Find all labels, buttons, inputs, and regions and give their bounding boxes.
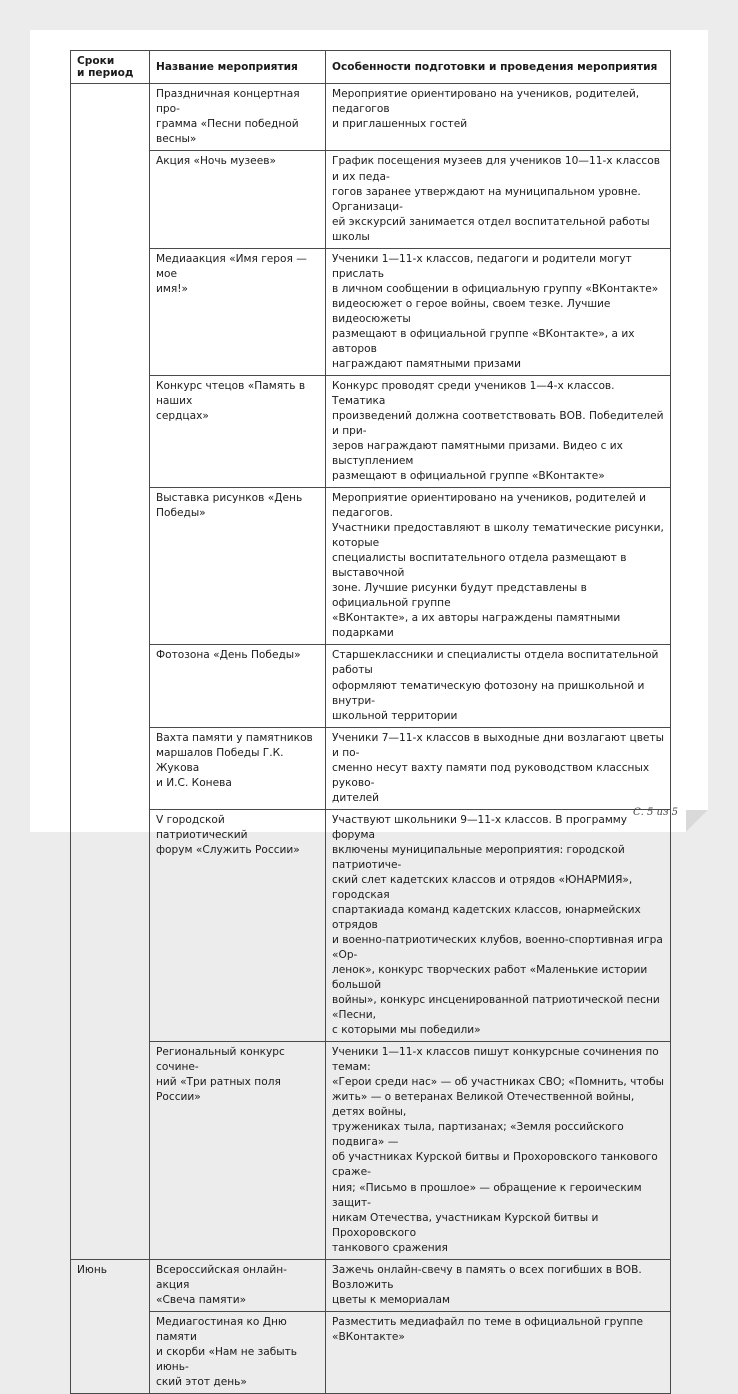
header-event: Название мероприятия: [150, 51, 326, 84]
period-cell: [71, 84, 150, 151]
period-cell: [71, 727, 150, 809]
event-cell: Фотозона «День Победы»: [150, 645, 326, 727]
period-cell: Июнь: [71, 1259, 150, 1311]
document-page: [30, 30, 708, 1388]
period-cell: [71, 645, 150, 727]
details-cell: График посещения музеев для учеников 10—11-х классов и их педа- гогов заранее утверждают на муниципальном уровне. Организаци- ей экскурсий занимается отдел воспитательной работы школы: [326, 151, 671, 248]
period-cell: [71, 809, 150, 1041]
period-cell: [71, 375, 150, 487]
details-cell: Ученики 1—11-х классов, педагоги и родители могут прислать в личном сообщении в официальную группу «ВКонтакте» видеосюжет о герое войны, своем тезке. Лучшие видеосюжеты размещают в официальной группе «ВКонтакте», а их авторов награждают памятными призами: [326, 248, 671, 375]
period-cell: [71, 248, 150, 375]
details-cell: Мероприятие ориентировано на учеников, родителей и педагогов. Участники предоставляют в школу тематические рисунки, которые специалисты воспитательного отдела размещают в выставочной зоне. Лучшие рисунки будут представлены в официальной группе «ВКонтакте», а их авторы награждены памятными подарками: [326, 488, 671, 645]
event-cell: Медиаакция «Имя героя — мое имя!»: [150, 248, 326, 375]
header-period: Сроки и период: [71, 51, 150, 84]
period-cell: [71, 1042, 150, 1259]
period-cell: [71, 1311, 150, 1393]
table-row: [71, 1259, 671, 1311]
details-cell: Ученики 7—11-х классов в выходные дни возлагают цветы и по- сменно несут вахту памяти под руководством классных руково- дителей: [326, 727, 671, 809]
event-cell: Праздничная концертная про- грамма «Песни победной весны»: [150, 84, 326, 151]
event-cell: Акция «Ночь музеев»: [150, 151, 326, 248]
details-cell: Разместить медиафайл по теме в официальной группе «ВКонтакте»: [326, 1311, 671, 1393]
header-details: Особенности подготовки и проведения мероприятия: [326, 51, 671, 84]
table-row: [71, 1311, 671, 1393]
details-cell: Мероприятие ориентировано на учеников, родителей, педагогов и приглашенных гостей: [326, 84, 671, 151]
details-cell: Зажечь онлайн-свечу в память о всех погибших в ВОВ. Возложить цветы к мемориалам: [326, 1259, 671, 1311]
table-row: [71, 488, 671, 645]
table-row: [71, 84, 671, 151]
period-cell: [71, 488, 150, 645]
event-cell: Выставка рисунков «День Победы»: [150, 488, 326, 645]
period-cell: [71, 151, 150, 248]
event-cell: V городской патриотический форум «Служить России»: [150, 809, 326, 1041]
event-cell: Вахта памяти у памятников маршалов Победы Г.К. Жукова и И.С. Конева: [150, 727, 326, 809]
event-cell: Региональный конкурс сочине- ний «Три ратных поля России»: [150, 1042, 326, 1259]
events-table: [70, 50, 671, 1394]
details-cell: Участвуют школьники 9—11-х классов. В программу форума включены муниципальные мероприятия: городской патриотиче- ский слет кадетских классов и отрядов «ЮНАРМИЯ», городская спартакиада команд кадетских классов, юнармейских отрядов и военно-патриотических клубов, военно-спортивная игра «Ор- ленок», конкурс творческих работ «Маленькие истории большой войны», конкурс инсценированной патриотической песни «Песни, с которыми мы победили»: [326, 809, 671, 1041]
table-row: [71, 151, 671, 248]
table-row: [71, 1042, 671, 1259]
page-corner-fold: [686, 810, 708, 832]
page-number: С. 5 из 5: [633, 807, 678, 818]
details-cell: Старшеклассники и специалисты отдела воспитательной работы оформляют тематическую фотозону на пришкольной и внутри- школьной территории: [326, 645, 671, 727]
details-cell: Ученики 1—11-х классов пишут конкурсные сочинения по темам: «Герои среди нас» — об участниках СВО; «Помнить, чтобы жить» — о ветеранах Великой Отечественной войны, детях войны, тружениках тыла, партизанах; «Земля российского подвига» — об участниках Курской битвы и Прохоровского танкового сраже- ния; «Письмо в прошлое» — обращение к героическим защит- никам Отечества, участникам Курской битвы и Прохоровского танкового сражения: [326, 1042, 671, 1259]
details-cell: Конкурс проводят среди учеников 1—4-х классов. Тематика произведений должна соответствовать ВОВ. Победителей и при- зеров награждают памятными призами. Видео с их выступлением размещают в официальной группе «ВКонтакте»: [326, 375, 671, 487]
table-row: [71, 248, 671, 375]
event-cell: Медиагостиная ко Дню памяти и скорби «Нам не забыть июнь- ский этот день»: [150, 1311, 326, 1393]
table-row: [71, 645, 671, 727]
event-cell: Всероссийская онлайн-акция «Свеча памяти»: [150, 1259, 326, 1311]
table-row: [71, 727, 671, 809]
table-row: [71, 375, 671, 487]
table-row: [71, 809, 671, 1041]
table-header-row: [71, 51, 671, 84]
event-cell: Конкурс чтецов «Память в наших сердцах»: [150, 375, 326, 487]
